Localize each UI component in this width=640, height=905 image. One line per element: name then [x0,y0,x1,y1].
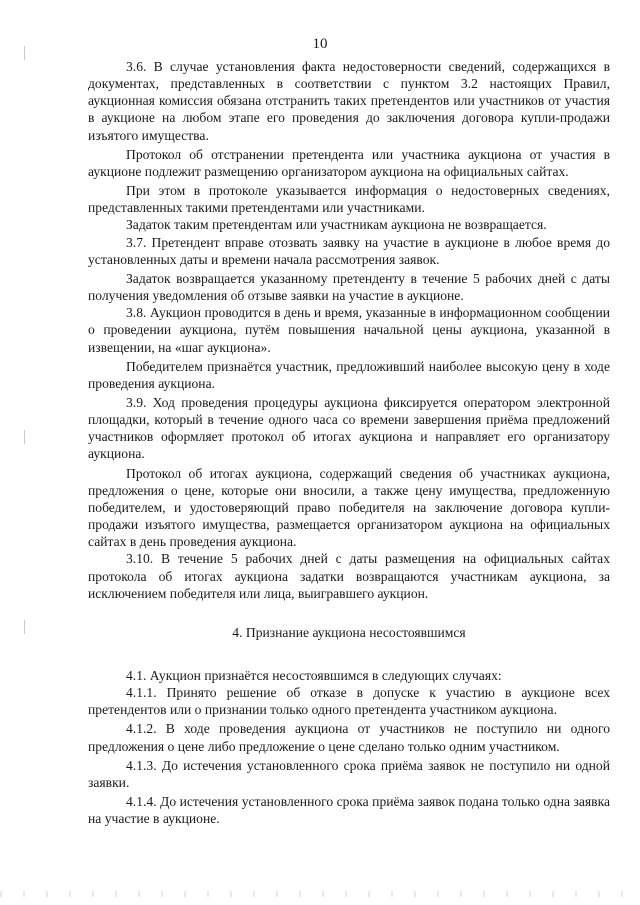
paragraph-4-1-2: 4.1.2. В ходе проведения аукциона от участников не поступило ни одного предложения о цене либо предложение о цене сделано только одним участником. [88,721,610,754]
paragraph-4-1-4: 4.1.4. До истечения установленного срока приёма заявок подана только одна заявка на участие в аукционе. [88,794,610,827]
paragraph-3-8: 3.8. Аукцион проводится в день и время, указанные в информационном сообщении о проведении аукциона, путём повышения начальной цены аукциона, указанной в извещении, на «шаг аукциона». [88,305,610,355]
page-number: 10 [312,36,328,52]
paragraph-protocol-info: При этом в протоколе указывается информация о недостоверных сведениях, представленных такими претендентами или участниками. [88,183,610,216]
paragraph-winner: Победителем признаётся участник, предложивший наиболее высокую цену в ходе проведения аукциона. [88,358,610,391]
scan-artifact-dots [0,891,640,897]
document-body [88,58,610,827]
paragraph-4-1-3: 4.1.3. До истечения установленного срока приёма заявок не поступило ни одной заявки. [88,757,610,790]
paragraph-3-10: 3.10. В течение 5 рабочих дней с даты размещения на официальных сайтах протокола об итогах аукциона задатки возвращаются участникам аукциона, за исключением победителя или лица, выигравшего аукцион. [88,551,610,601]
paragraph-3-9: 3.9. Ход проведения процедуры аукциона фиксируется оператором электронной площадки, который в течение одного часа со времени завершения приёма предложений участников оформляет протокол об итогах аукциона и направляет его организатору аукциона. [88,394,610,462]
paragraph-protocol-removal: Протокол об отстранении претендента или участника аукциона от участия в аукционе подлежит размещению организатором аукциона на официальных сайтах. [88,146,610,179]
scan-margin-mark [24,430,25,444]
paragraph-results-protocol: Протокол об итогах аукциона, содержащий сведения об участниках аукциона, предложения о цене, которые они вносили, а также цену имущества, предложенную победителем, и удостоверяющий право победителя на заключение договора купли-продажи изъятого имущества, размещается организатором аукциона на официальных сайтах в день проведения аукциона. [88,465,610,550]
paragraph-3-7: 3.7. Претендент вправе отозвать заявку на участие в аукционе в любое время до установленных даты и времени начала рассмотрения заявок. [88,234,610,267]
paragraph-deposit-returned: Задаток возвращается указанному претенденту в течение 5 рабочих дней с даты получения уведомления об отзыве заявки на участие в аукционе. [88,270,610,304]
section-heading: 4. Признание аукциона несостоявшимся [232,624,466,640]
paragraph-4-1-1: 4.1.1. Принято решение об отказе в допуске к участию в аукционе всех претендентов или о признании только одного претендента участником аукциона. [88,685,610,718]
paragraph-4-1: 4.1. Аукцион признаётся несостоявшимся в следующих случаях: [126,668,502,683]
paragraph-3-6: 3.6. В случае установления факта недостоверности сведений, содержащихся в документах, представленных в соответствии с пунктом 3.2 настоящих Правил, аукционная комиссия обязана отстранить таких претендентов или участников от участия в аукционе на любом этапе его проведения до заключения договора купли-продажи изъятого имущества. [88,59,610,143]
scan-margin-mark [24,620,25,634]
paragraph-deposit-not-returned: Задаток таким претендентам или участникам аукциона не возвращается. [126,217,547,233]
